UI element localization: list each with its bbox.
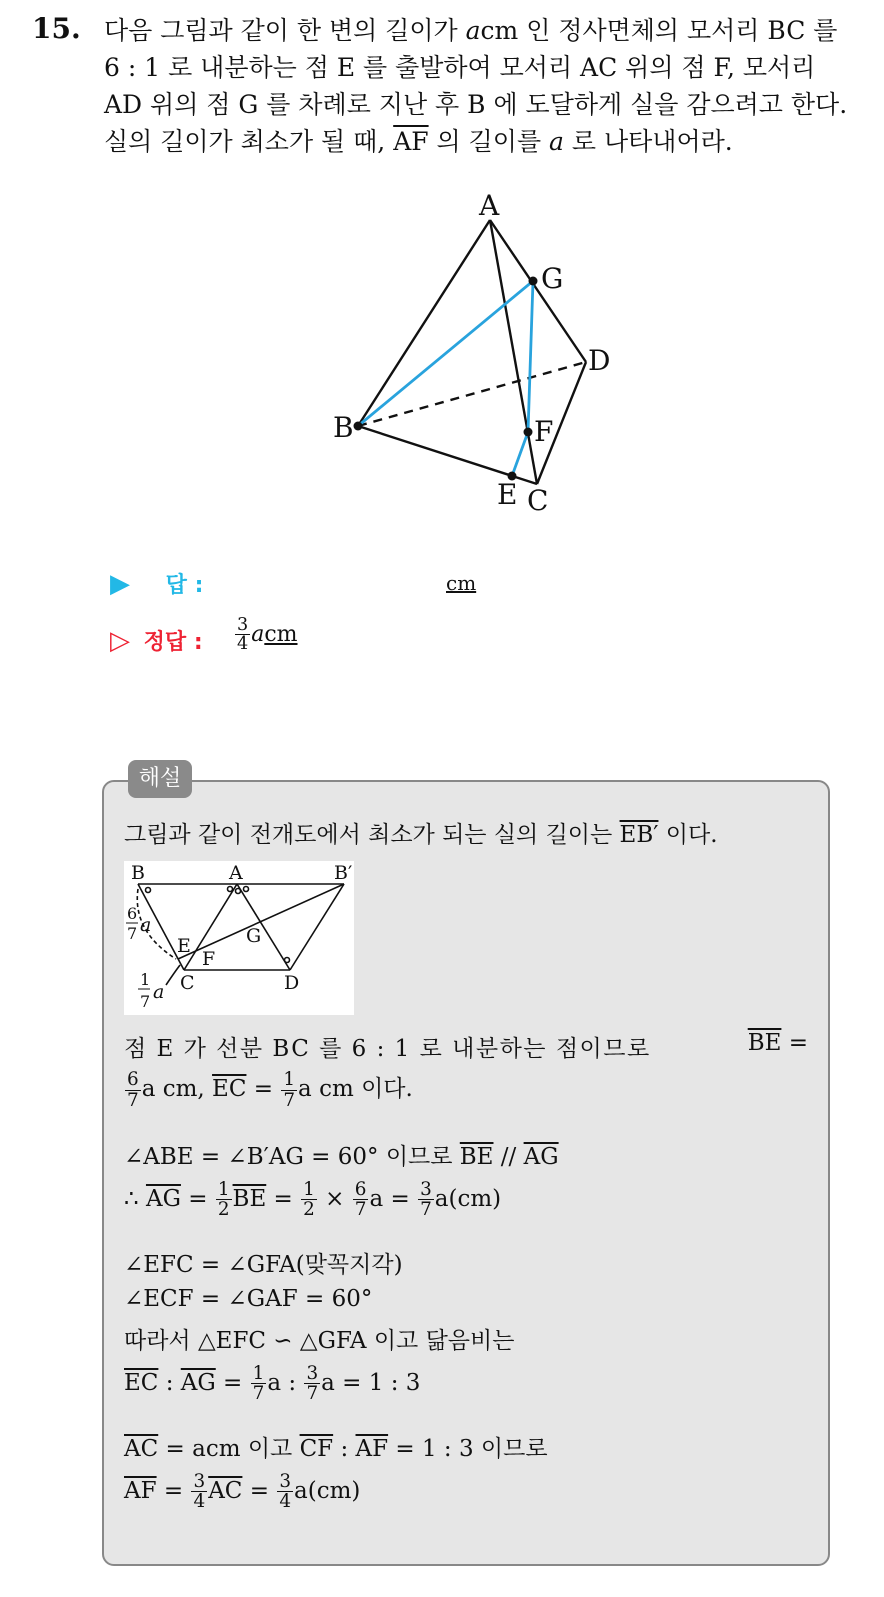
- solution-line-2: 점 E 가 선분 BC 를 6 : 1 로 내분하는 점이므로 $\overline{BE}$ =: [124, 1030, 808, 1062]
- solution-line-10: $\overline{AC}$ = acm 이고 $\overline{CF}$ : $\overline{AF} = 1$ : 3 이므로: [124, 1436, 548, 1462]
- correct-answer-row: [110, 625, 203, 656]
- solution-line-11: $\overline{AF}$ = $\frac{3}{4}$ $\overline{AC}$ = $\frac{3}{4}$ a(cm): [124, 1471, 361, 1513]
- point-f: [524, 428, 533, 437]
- correct-answer-value: $\frac{3}{4}$ acm: [237, 615, 298, 655]
- answer-row: [110, 568, 203, 599]
- label-c: C: [527, 484, 549, 517]
- svg-text:G: G: [246, 925, 262, 947]
- net-diagram: [124, 861, 354, 1015]
- answer-label: 답 :: [165, 573, 204, 598]
- svg-text:E: E: [177, 935, 191, 957]
- solution-line-3: $\frac{6}{7}$ a cm, $\overline{EC}$ = $\frac{1}{7}$ a cm 이다.: [127, 1069, 413, 1111]
- svg-text:D: D: [284, 972, 300, 994]
- label-e: E: [497, 478, 518, 511]
- svg-text:F: F: [202, 948, 216, 970]
- correct-answer-label: 정답 :: [143, 630, 203, 655]
- svg-text:6: 6: [127, 904, 138, 923]
- solution-line-9: $\overline{EC}$ : $\overline{AG}$ = $\frac{1}{7}$ a : $\frac{3}{7}$ a = 1 : 3: [124, 1363, 421, 1405]
- solution-line-1: 그림과 같이 전개도에서 최소가 되는 실의 길이는 EB′ 이다.: [124, 822, 718, 848]
- svg-text:7: 7: [140, 992, 151, 1011]
- svg-text:1: 1: [140, 970, 151, 989]
- point-g: [529, 277, 538, 286]
- solution-line-4: ∠ABE = ∠B′AG = 60° 이므로 $\overline{BE} // \overline{AG}$: [124, 1144, 559, 1170]
- play-outline-icon: ▷: [110, 626, 130, 656]
- point-b: [354, 422, 363, 431]
- label-g: G: [541, 262, 564, 295]
- label-b: B: [333, 411, 354, 444]
- question-text: 다음 그림과 같이 한 변의 길이가 acm 인 정사면체의 모서리 BC 를 6 : 1 로 내분하는 점 E 를 출발하여 모서리 AC 위의 점 F, 모서리 AD 위의 점 G 를 차례로 지난 후 B 에 도달하게 실을 감으려고 한다. 실의 길이가 최소가 될 때, $\overline{AF}$ 의 길이를 a 로 나타내어라.: [104, 16, 848, 156]
- tetrahedron-figure: [320, 180, 620, 520]
- svg-text:B′: B′: [334, 862, 353, 884]
- svg-text:B: B: [131, 862, 145, 884]
- svg-text:a: a: [140, 914, 152, 936]
- label-f: F: [534, 415, 554, 448]
- label-a: A: [479, 189, 500, 222]
- solution-line-8: 따라서 △EFC ∽ △GFA 이고 닮음비는: [124, 1328, 515, 1354]
- svg-text:C: C: [180, 972, 195, 994]
- svg-text:A: A: [229, 862, 243, 884]
- solution-tag: 해설: [128, 760, 192, 798]
- edge-ad: [490, 220, 586, 362]
- solution-line-7: ∠ECF = ∠GAF = 60°: [124, 1286, 373, 1312]
- label-d: D: [588, 344, 611, 377]
- play-icon: ▶: [110, 569, 130, 599]
- svg-text:a: a: [153, 981, 165, 1003]
- svg-text:7: 7: [127, 924, 138, 943]
- solution-line-5: ∴ $\overline{AG}$ = $\frac{1}{2}$ $\overline{BE}$ = $\frac{1}{2}$ × $\frac{6}{7}$ a = $\frac{3}{7}$ a(cm): [124, 1179, 502, 1221]
- answer-input[interactable]: cm: [446, 571, 477, 595]
- question-number: 15.: [32, 12, 81, 45]
- solution-line-6: ∠EFC = ∠GFA(맞꼭지각): [124, 1252, 403, 1278]
